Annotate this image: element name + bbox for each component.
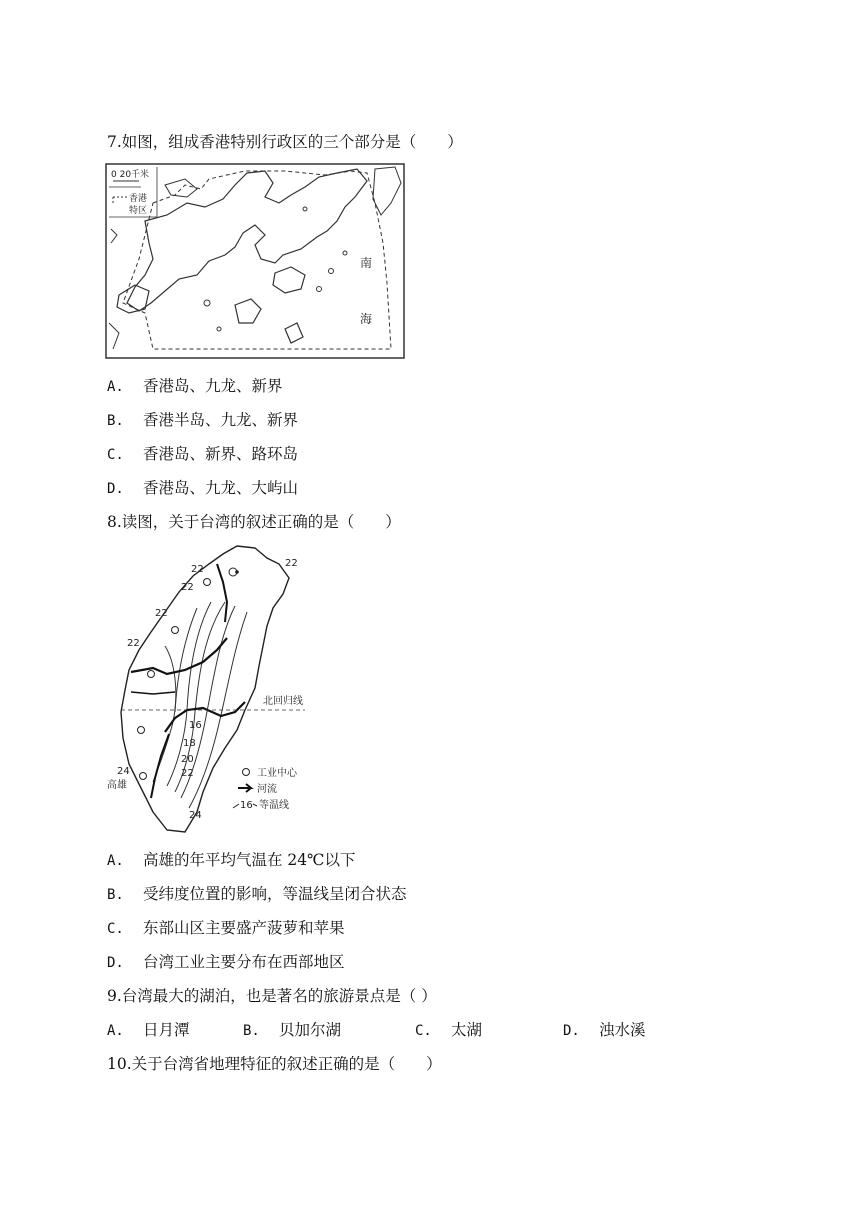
isotherm-label: 22 — [181, 582, 194, 593]
option-letter: D. — [107, 481, 124, 497]
q9-option-b — [243, 1020, 341, 1041]
option-text: 台湾工业主要分布在西部地区 — [143, 953, 345, 971]
q8-option-a — [107, 850, 356, 871]
option-letter: C. — [107, 447, 124, 463]
river-legend-icon — [238, 784, 251, 792]
option-letter: C. — [107, 921, 124, 937]
option-text: 香港岛、新界、路环岛 — [143, 445, 299, 463]
question-9-stem: 9.台湾最大的湖泊，也是著名的旅游景点是（ ） — [107, 987, 437, 1005]
taiwan-map — [105, 542, 315, 842]
option-letter: B. — [107, 887, 124, 903]
question-8-stem: 8.读图，关于台湾的叙述正确的是（ ） — [107, 513, 401, 531]
option-text: 贝加尔湖 — [279, 1021, 342, 1039]
isotherm-legend-icon — [233, 804, 239, 808]
option-letter: B. — [243, 1023, 260, 1039]
q7-option-a — [107, 376, 283, 397]
option-text: 香港岛、九龙、新界 — [143, 377, 283, 395]
tropic-label: 北回归线 — [263, 696, 303, 707]
sea-label-2: 海 — [360, 312, 373, 326]
q9-option-c — [415, 1020, 482, 1041]
question-7-stem: 7.如图，组成香港特别行政区的三个部分是（ ） — [107, 133, 463, 151]
isotherm-label: 22 — [191, 564, 204, 575]
option-text: 高雄的年平均气温在 24℃以下 — [143, 851, 356, 869]
isotherm-label: 22 — [181, 768, 194, 779]
kaohsiung-label: 高雄 — [107, 780, 127, 791]
isotherm-label: 22 — [155, 608, 168, 619]
q9-option-a — [107, 1020, 190, 1041]
q8-option-d — [107, 952, 345, 973]
legend-label-line1: 香港 — [129, 194, 148, 204]
isotherm-label: 16 — [189, 720, 202, 731]
q8-option-c — [107, 918, 345, 939]
option-letter: D. — [563, 1023, 580, 1039]
question-10-stem: 10.关于台湾省地理特征的叙述正确的是（ ） — [107, 1055, 442, 1073]
isotherm-label: 18 — [183, 738, 196, 749]
sea-label-1: 南 — [360, 256, 373, 270]
scale-label: 0 20千米 — [111, 170, 150, 180]
option-letter: A. — [107, 379, 124, 395]
isotherm-label: 24 — [117, 766, 130, 777]
option-text: 受纬度位置的影响，等温线呈闭合状态 — [143, 885, 407, 903]
option-text: 香港岛、九龙、大屿山 — [143, 479, 299, 497]
isotherm-label: 24 — [189, 810, 202, 821]
legend-isotherm-value: 16 — [240, 800, 253, 811]
legend-river: 河流 — [257, 784, 277, 795]
option-text: 太湖 — [451, 1021, 483, 1039]
option-letter: A. — [107, 1023, 124, 1039]
option-text: 香港半岛、九龙、新界 — [143, 411, 299, 429]
q7-option-c — [107, 444, 298, 465]
option-text: 浊水溪 — [599, 1021, 646, 1039]
option-letter: A. — [107, 853, 124, 869]
option-letter: C. — [415, 1023, 432, 1039]
q7-option-d — [107, 478, 298, 499]
q9-option-d — [563, 1020, 646, 1041]
legend-industry: 工业中心 — [257, 768, 297, 779]
q8-option-b — [107, 884, 407, 905]
legend-label-line2: 特区 — [129, 206, 148, 216]
hong-kong-map — [105, 163, 405, 363]
isotherm-label: 20 — [181, 754, 194, 765]
isotherm-label: 22 — [127, 638, 140, 649]
industry-legend-icon — [243, 769, 250, 776]
option-text: 日月潭 — [143, 1021, 190, 1039]
option-letter: D. — [107, 955, 124, 971]
q7-option-b — [107, 410, 298, 431]
option-letter: B. — [107, 413, 124, 429]
legend-isotherm: 等温线 — [259, 800, 289, 811]
isotherm-label: 22 — [285, 558, 298, 569]
option-text: 东部山区主要盛产菠萝和苹果 — [143, 919, 345, 937]
